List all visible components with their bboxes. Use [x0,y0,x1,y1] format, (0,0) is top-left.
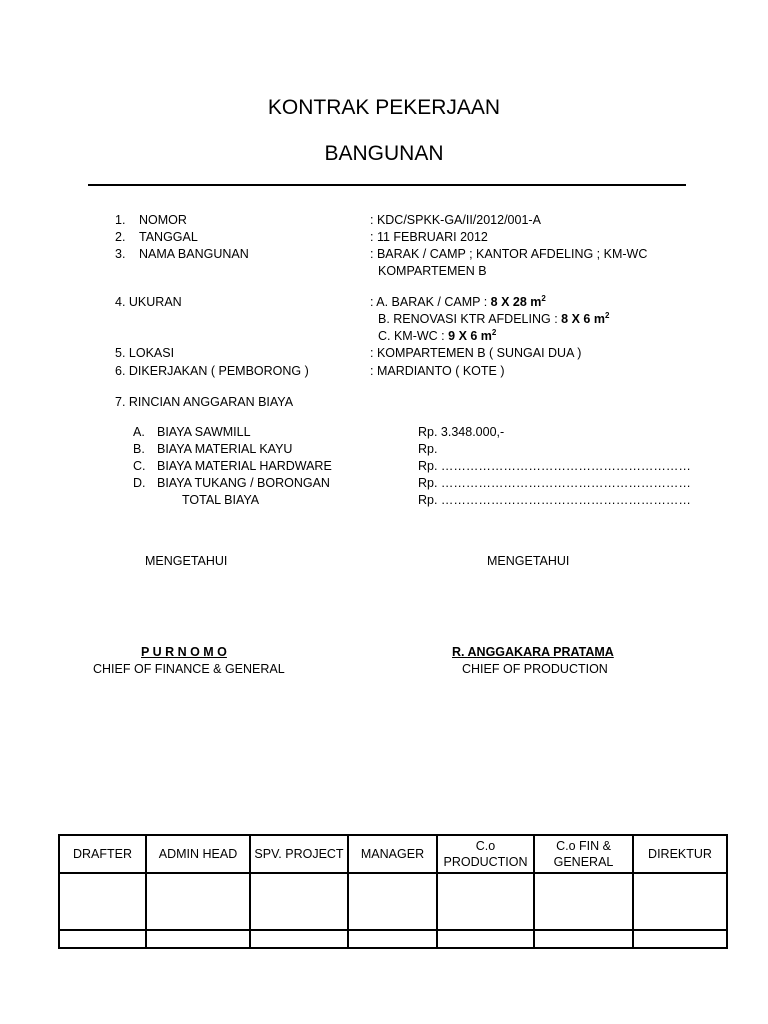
signature-cell [146,873,250,930]
budget-item-amount: Rp. …………………………………………………… [418,476,691,490]
ukuran-c-value: 9 X 6 m [448,329,492,343]
ukuran-c-prefix: C. KM-WC : [378,329,449,343]
header-co-fin-general [534,835,633,873]
budget-item-label: BIAYA TUKANG / BORONGAN [157,476,330,490]
tanggal-label: TANGGAL [139,230,198,244]
header-line: GENERAL [553,855,614,869]
item-number: 1. [115,213,126,227]
header-manager: MANAGER [348,835,437,873]
header-line: PRODUCTION [443,855,528,869]
signature-cell [348,873,437,930]
nama-bangunan-label: NAMA BANGUNAN [139,247,249,261]
header-spv-project: SPV. PROJECT [250,835,348,873]
tanggal-value: : 11 FEBRUARI 2012 [370,230,488,244]
budget-item-amount: Rp. …………………………………………………… [418,459,691,473]
title-divider [88,184,686,186]
header-line: C.o [475,839,496,853]
header-line: C.o FIN & [556,839,611,853]
total-amount: Rp. …………………………………………………… [418,493,691,507]
budget-heading: 7. RINCIAN ANGGARAN BIAYA [115,395,294,409]
left-mengetahui: MENGETAHUI [145,554,228,568]
item-number: 2. [115,230,126,244]
ukuran-a-value: 8 X 28 m [490,295,542,309]
budget-letter: A. [133,425,145,439]
signature-cell [633,873,727,930]
date-cell [437,930,534,948]
document-subtitle: BANGUNAN [324,142,444,165]
left-signatory-name: P U R N O M O [141,645,227,659]
right-signatory-role: CHIEF OF PRODUCTION [462,662,608,676]
date-cell [348,930,437,948]
date-cell [146,930,250,948]
ukuran-c [378,328,496,344]
lokasi-label: 5. LOKASI [115,346,175,360]
date-cell [250,930,348,948]
budget-item-label: BIAYA MATERIAL KAYU [157,442,293,456]
ukuran-a-sup: 2 [541,294,546,303]
ukuran-a [370,294,546,310]
ukuran-label: 4. UKURAN [115,295,182,309]
budget-letter: D. [133,476,146,490]
ukuran-b-value: 8 X 6 m [561,312,605,326]
date-cell [633,930,727,948]
dikerjakan-value: : MARDIANTO ( KOTE ) [370,364,505,378]
approval-table [58,834,728,949]
signature-cell [437,873,534,930]
dikerjakan-label: 6. DIKERJAKAN ( PEMBORONG ) [115,364,309,378]
total-label: TOTAL BIAYA [182,493,260,507]
ukuran-b-prefix: B. RENOVASI KTR AFDELING : [378,312,562,326]
budget-letter: C. [133,459,146,473]
signature-cell [59,873,146,930]
nama-bangunan-value: : BARAK / CAMP ; KANTOR AFDELING ; KM-WC [370,247,648,261]
ukuran-a-prefix: : A. BARAK / CAMP : [370,295,491,309]
budget-item-amount: Rp. 3.348.000,- [418,425,505,439]
header-drafter: DRAFTER [59,835,146,873]
header-co-production [437,835,534,873]
budget-item-amount: Rp. [418,442,438,456]
ukuran-b-sup: 2 [604,311,610,320]
date-cell [534,930,633,948]
right-mengetahui: MENGETAHUI [487,554,570,568]
signature-cell [250,873,348,930]
date-cell [59,930,146,948]
header-admin-head: ADMIN HEAD [146,835,250,873]
nomor-label: NOMOR [139,213,187,227]
header-direktur: DIREKTUR [633,835,727,873]
budget-letter: B. [133,442,145,456]
lokasi-value: : KOMPARTEMEN B ( SUNGAI DUA ) [370,346,582,360]
ukuran-b [378,311,609,327]
document-title: KONTRAK PEKERJAAN [267,96,501,119]
right-signatory-name: R. ANGGAKARA PRATAMA [452,645,614,659]
budget-item-label: BIAYA SAWMILL [157,425,251,439]
signature-cell [534,873,633,930]
left-signatory-role: CHIEF OF FINANCE & GENERAL [93,662,285,676]
item-number: 3. [115,247,126,261]
nama-bangunan-value-cont: KOMPARTEMEN B [378,264,487,278]
ukuran-c-sup: 2 [491,328,497,337]
nomor-value: : KDC/SPKK-GA/II/2012/001-A [370,213,541,227]
budget-item-label: BIAYA MATERIAL HARDWARE [157,459,332,473]
